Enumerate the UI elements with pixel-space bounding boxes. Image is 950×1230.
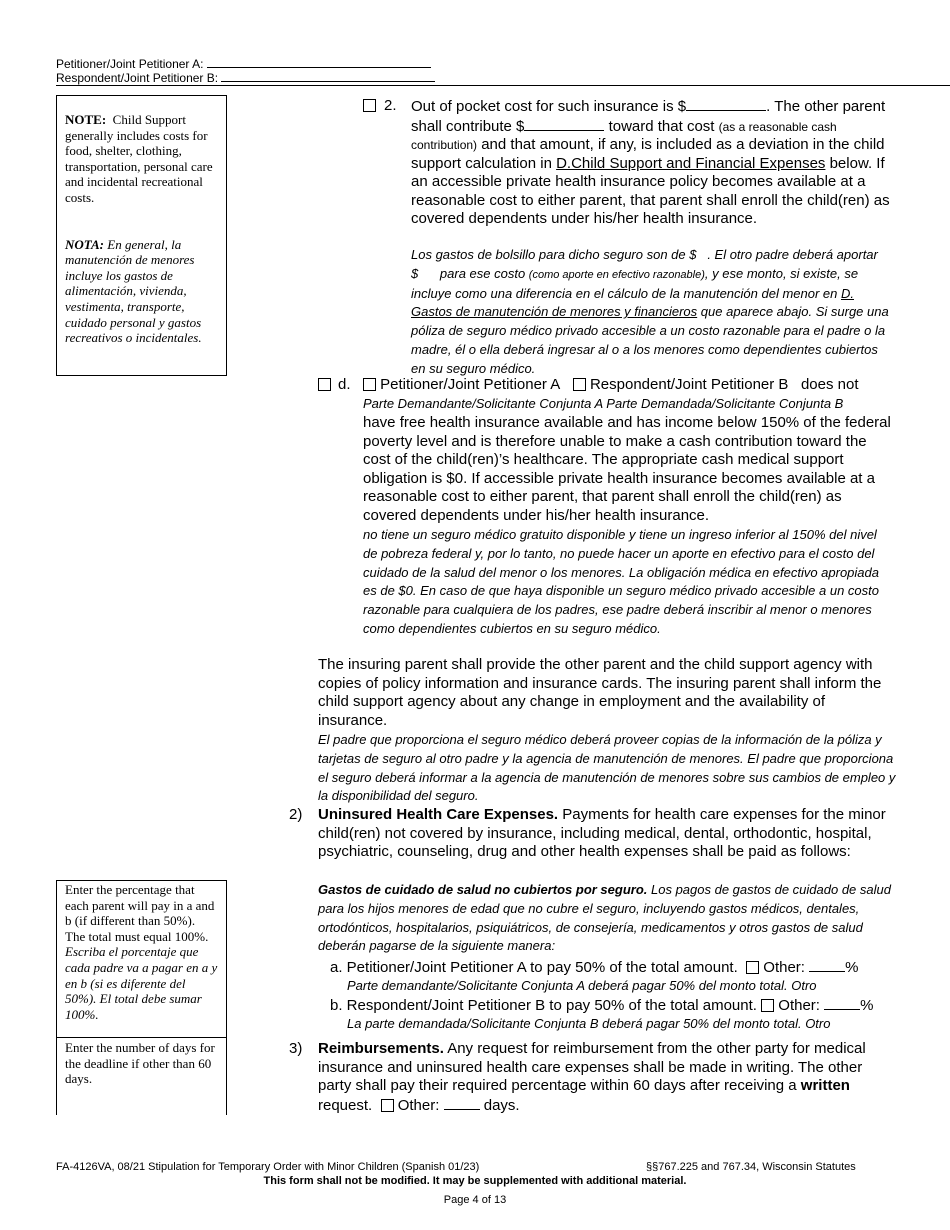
respondent-b-checkbox[interactable] <box>573 378 586 391</box>
section2-number: 2) <box>289 806 303 823</box>
respondent-header <box>56 70 435 85</box>
section3-number: 3) <box>289 1040 303 1057</box>
item-d-spanish: no tiene un seguro médico gratuito disponible y tiene un ingreso inferior al 150% del nivel de pobreza federal y, por lo tanto, no puede hacer un aporte en efectivo para el costo del cuidado de la salud del menor o los menores. La obligación médica en efectivo apropiada es de $0. En caso de que haya disponible un seguro médico privado accesible a un costo razonable para cualquiera de los padres, ese padre deberá inscribir al menor o menores como dependientes cubiertos en su seguro médico. <box>363 527 880 636</box>
option-b-other-field[interactable] <box>824 996 860 1010</box>
section2-option-a-spanish: Parte demandante/Solicitante Conjunta A deberá pagar 50% del monto total. Otro <box>347 978 817 993</box>
footer-form-id: FA-4126VA, 08/21 Stipulation for Temporary Order with Minor Children (Spanish 01/23) <box>56 1161 480 1173</box>
contribution-field[interactable] <box>524 117 604 131</box>
header-divider <box>56 85 950 86</box>
option-b-other-checkbox[interactable] <box>761 999 774 1012</box>
footer-notice: This form shall not be modified. It may be supplemented with additional material. <box>263 1175 687 1187</box>
petitioner-label: Petitioner/Joint Petitioner A: <box>56 57 204 71</box>
section2-option-b-spanish: La parte demandada/Solicitante Conjunta B deberá pagar 50% del monto total. Otro <box>347 1016 831 1031</box>
item-d-letter: d. <box>338 376 351 393</box>
section2-spanish: Gastos de cuidado de salud no cubiertos por seguro. Los pagos de gastos de cuidado de salud para los hijos menores de edad que no cubre el seguro, incluyendo gastos médicos, dentales, ortodónticos, hospitalarios, psiquiátricos, de consejería, medicamentos y otros gastos de salud deberán pagarse de la siguiente manera: <box>318 882 891 954</box>
petitioner-a-checkbox[interactable] <box>363 378 376 391</box>
note-box <box>56 95 227 376</box>
item-d-english: have free health insurance available and has income below 150% of the federal poverty level and is therefore unable to make a cash contribution toward the cost of the child(ren)’s healthcare. The appropriate cash medical support obligation is $0. If accessible private health insurance becomes available at a reasonable cost to either parent, that parent shall enroll the child(ren) as covered dependents under his/her health insurance. <box>363 414 891 524</box>
petitioner-header <box>56 56 431 71</box>
reimbursement-days-field[interactable] <box>444 1096 480 1110</box>
note-english: NOTE: Child Support generally includes costs for food, shelter, clothing, transportation, personal care and incidental recreational costs. <box>65 112 213 205</box>
item-d-checkbox[interactable] <box>318 378 331 391</box>
section2-option-b: b. Respondent/Joint Petitioner B to pay 50% of the total amount. Other: % <box>330 997 874 1014</box>
option-a-other-checkbox[interactable] <box>746 961 759 974</box>
page-number: Page 4 of 13 <box>443 1194 507 1206</box>
reimbursement-other-checkbox[interactable] <box>381 1099 394 1112</box>
item2-spanish: Los gastos de bolsillo para dicho seguro son de $ . El otro padre deberá aportar $ para ese costo (como aporte en efectivo razonable), y ese monto, si existe, se incluye como una diferencia en el cálculo de la manutención del menor en D. Gastos de manutención de menores y financieros que aparece abajo. Si surge una póliza de seguro médico privado accesible a un costo razonable para el padre o la madre, él o ella deberá ingresar al o a los menores como dependientes cubiertos en su seguro médico. <box>411 247 889 376</box>
option-a-other-field[interactable] <box>809 958 845 972</box>
section3-title: Reimbursements. <box>318 1040 444 1057</box>
days-note-box <box>56 1037 227 1115</box>
section3-english: Reimbursements. Any request for reimbursement from the other party for medical insurance and uninsured health care expenses shall be made in writing. The other party shall pay their required percentage within 60 days after receiving a written request. Other: days. <box>318 1040 866 1114</box>
item-d-options: Petitioner/Joint Petitioner A Respondent/Joint Petitioner B does not <box>363 376 903 395</box>
respondent-label: Respondent/Joint Petitioner B: <box>56 71 219 85</box>
item2-english: Out of pocket cost for such insurance is $ . The other parent shall contribute $ toward that cost (as a reasonable cash contribution) and that amount, if any, is included as a deviation in the child support calculation in D.Child Support and Financial Expenses below. If an accessible private health insurance policy becomes available at a reasonable cost to either parent, that parent shall enroll the child(ren) as covered dependents under his/her health insurance. <box>411 98 890 227</box>
out-of-pocket-cost-field[interactable] <box>686 97 766 111</box>
footer-statutes: §§767.225 and 767.34, Wisconsin Statutes <box>646 1161 856 1173</box>
section2-title: Uninsured Health Care Expenses. <box>318 806 559 823</box>
respondent-name-field[interactable] <box>221 70 435 82</box>
section2-english: Uninsured Health Care Expenses. Payments for health care expenses for the minor child(ren) not covered by insurance, including medical, dental, orthodontic, hospital, psychiatric, counseling, drug and other health expenses shall be paid as follows: <box>318 806 886 860</box>
item-d-spanish-labels: Parte Demandante/Solicitante Conjunta A Parte Demandada/Solicitante Conjunta B <box>363 396 844 411</box>
item2-number: 2. <box>384 97 397 114</box>
percentage-note-box <box>56 880 227 1038</box>
item2-checkbox[interactable] <box>363 99 376 112</box>
petitioner-name-field[interactable] <box>207 56 431 68</box>
percentage-note-english: Enter the percentage that each parent will pay in a and b (if different than 50%). The total must equal 100%. <box>65 882 215 944</box>
note-spanish: NOTA: En general, la manutención de menores incluye los gastos de alimentación, vivienda, vestimenta, transporte, cuidado personal y gastos recreativos o incidentales. <box>65 236 202 346</box>
days-note-english: Enter the number of days for the deadline if other than 60 days. <box>65 1040 215 1087</box>
section2-option-a: a. Petitioner/Joint Petitioner A to pay 50% of the total amount. Other: % <box>330 959 859 976</box>
percentage-note-spanish: Escriba el porcentaje que cada padre va a pagar en a y en b (si es diferente del 50%). El total debe sumar 100%. <box>65 944 218 1022</box>
insuring-parent-english: The insuring parent shall provide the other parent and the child support agency with copies of policy information and insurance cards. The insuring parent shall inform the child support agency about any change in employment and the availability of insurance. <box>318 656 882 729</box>
child-support-link[interactable]: D.Child Support and Financial Expenses <box>556 154 826 172</box>
insuring-parent-spanish: El padre que proporciona el seguro médico deberá proveer copias de la información de la póliza y tarjetas de seguro al otro padre y la agencia de manutención de menores. El padre que proporciona el seguro deberá informar a la agencia de manutención de menores sobre sus cambios de empleo y la disponibilidad del seguro. <box>318 732 896 804</box>
